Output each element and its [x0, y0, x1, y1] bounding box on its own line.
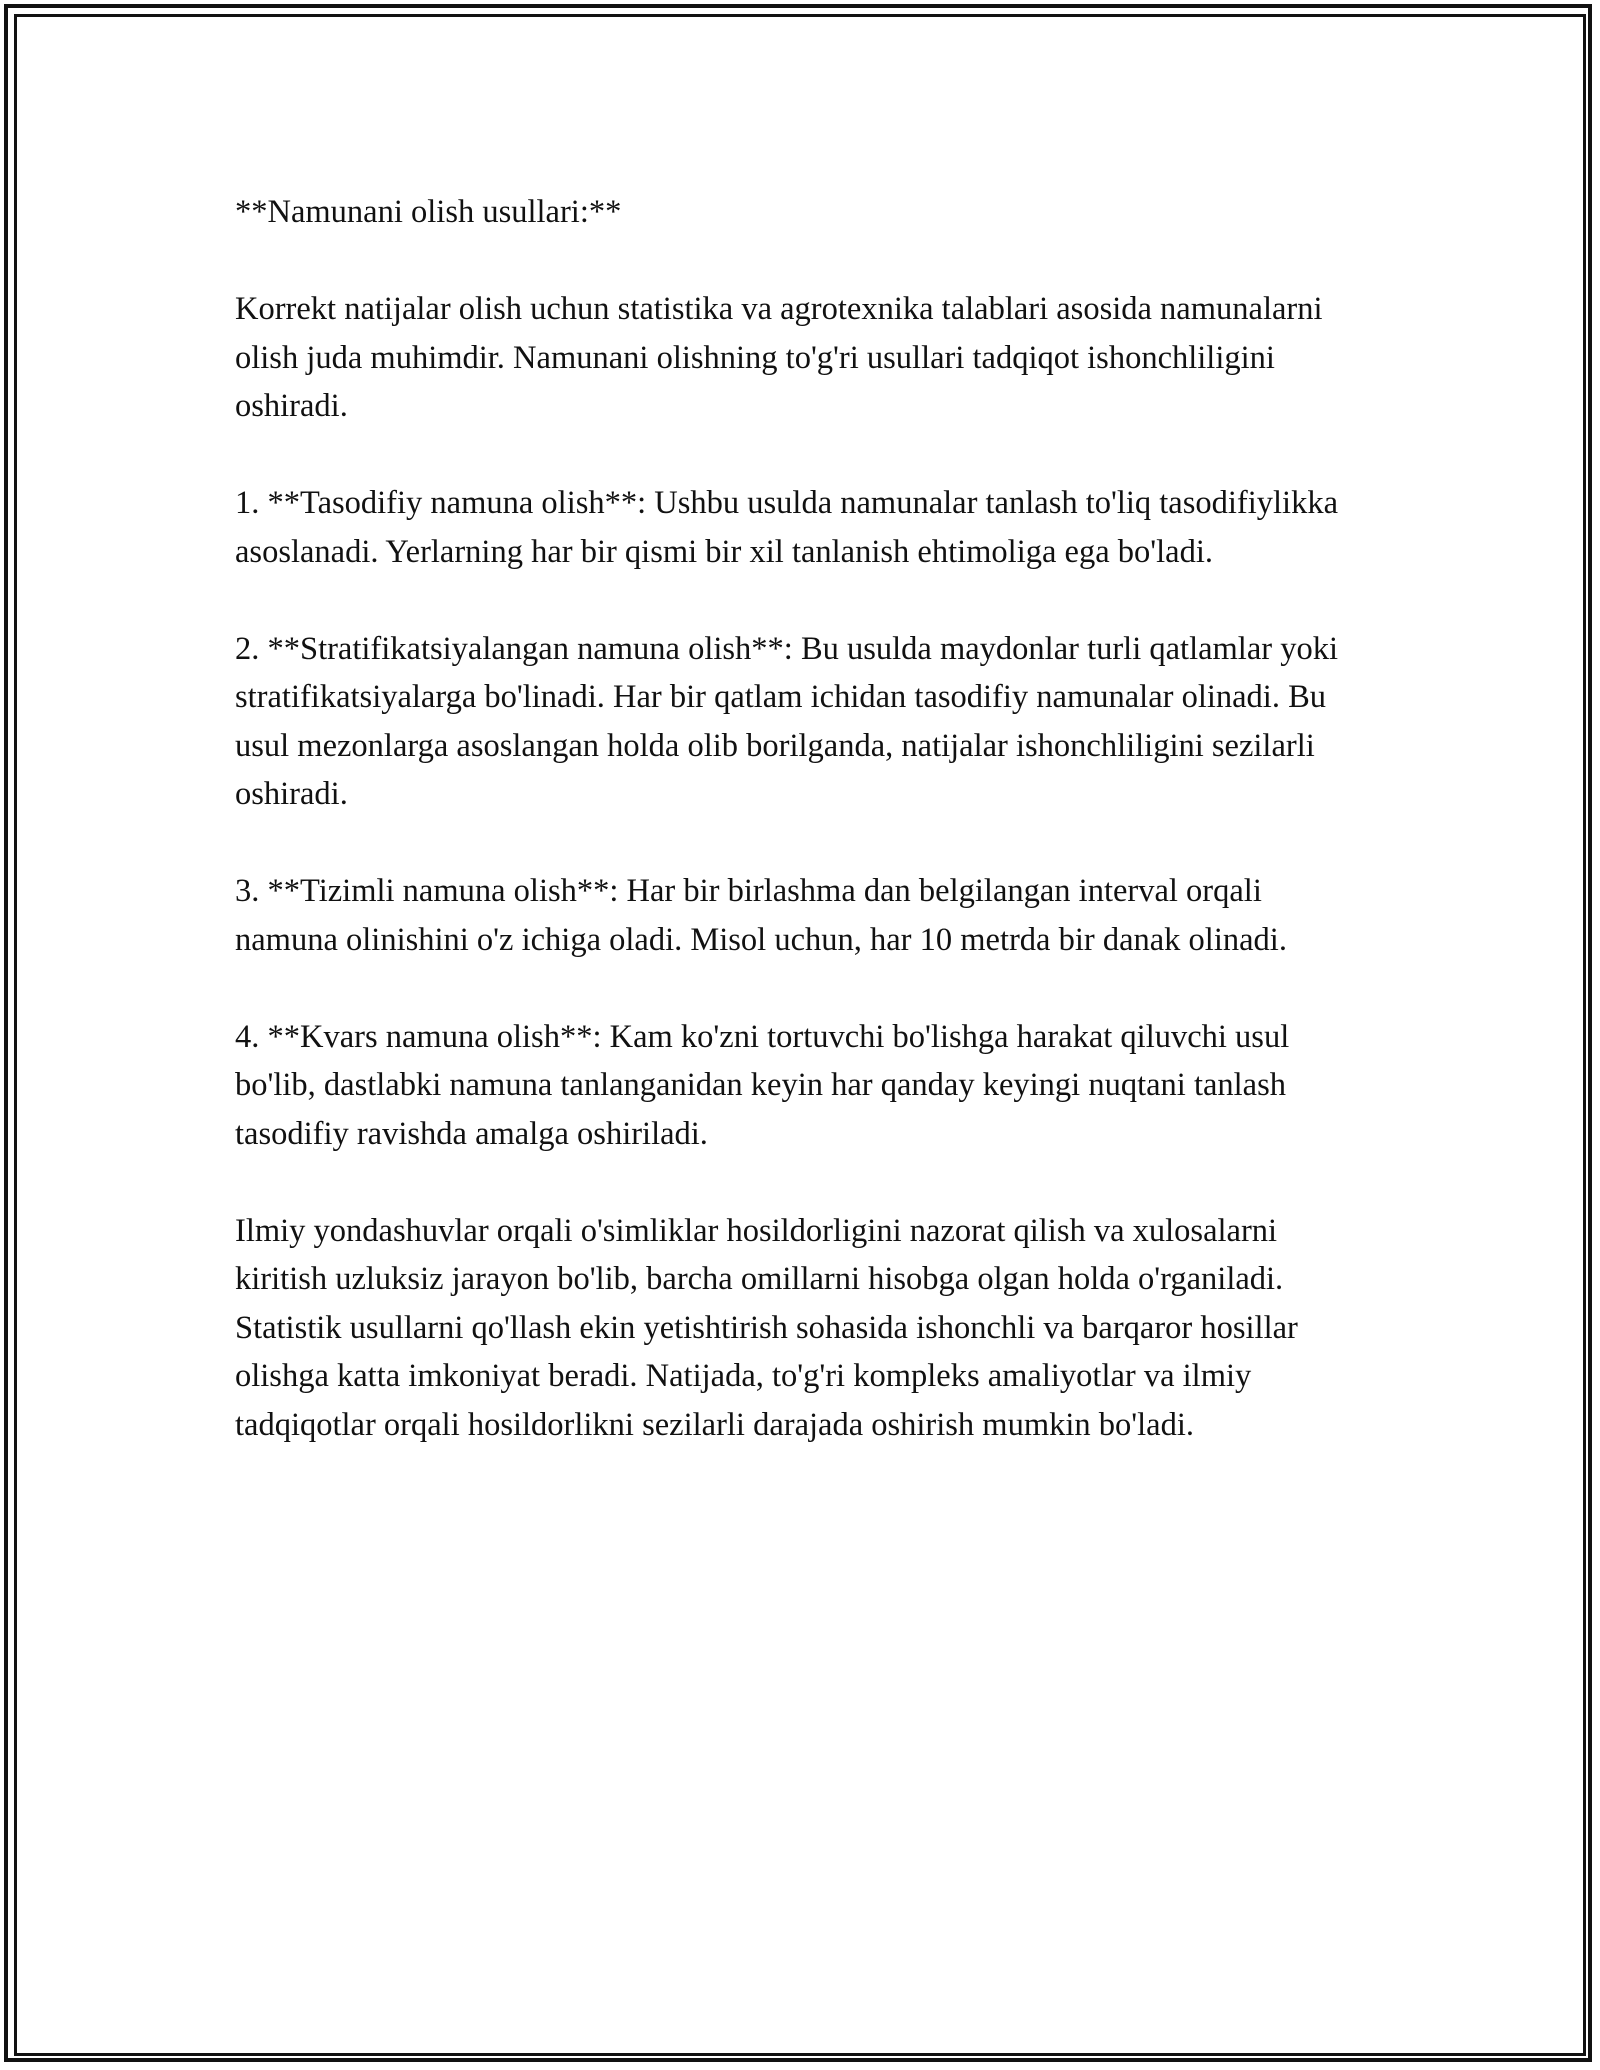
list-item: 1. **Tasodifiy namuna olish**: Ushbu usulda namunalar tanlash to'liq tasodifiylikka asoslanadi. Yerlarning har bir qismi bir xil tanlanish ehtimoliga ega bo'ladi.	[235, 485, 1339, 570]
list-item: 2. **Stratifikatsiyalangan namuna olish**: Bu usulda maydonlar turli qatlamlar yoki stratifikatsiyalarga bo'linadi. Har bir qatlam ichidan tasodifiy namunalar olinadi. Bu usul mezonlarga asoslangan holda olib borilganda, natijalar ishonchliligini sezilarli oshiradi.	[235, 630, 1338, 812]
list-item: 3. **Tizimli namuna olish**: Har bir birlashma dan belgilangan interval orqali namuna olinishini o'z ichiga oladi. Misol uchun, har 10 metrda bir danak olinadi.	[235, 873, 1287, 958]
intro-paragraph: Korrekt natijalar olish uchun statistika va agrotexnika talablari asosida namunalarni olish juda muhimdir. Namunani olishning to'g'ri usullari tadqiqot ishonchliligini oshiradi.	[235, 291, 1323, 424]
conclusion-paragraph: Ilmiy yondashuvlar orqali o'simliklar hosildorligini nazorat qilish va xulosalarni kiritish uzluksiz jarayon bo'lib, barcha omillarni hisobga olgan holda o'rganiladi. Statistik usullarni qo'llash ekin yetishtirish sohasida ishonchli va barqaror hosillar olishga katta imkoniyat beradi. Natijada, to'g'ri kompleks amaliyotlar va ilmiy tadqiqotlar orqali hosildorlikni sezilarli darajada oshirish mumkin bo'ladi.	[235, 1212, 1298, 1443]
list-item: 4. **Kvars namuna olish**: Kam ko'zni tortuvchi bo'lishga harakat qiluvchi usul bo'lib, dastlabki namuna tanlanganidan keyin har qanday keyingi nuqtani tanlash tasodifiy ravishda amalga oshiriladi.	[235, 1018, 1290, 1152]
section-heading: **Namunani olish usullari:**	[235, 194, 622, 230]
document-body	[235, 188, 1370, 1449]
